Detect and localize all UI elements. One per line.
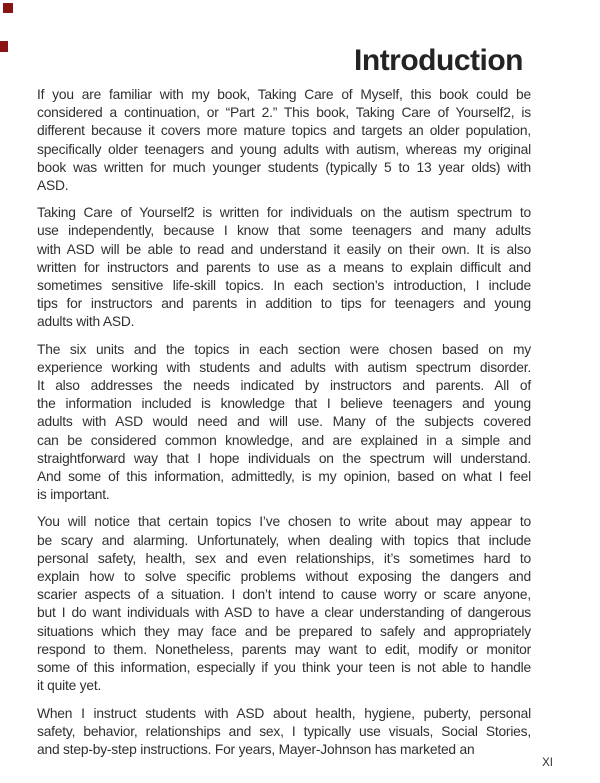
text-line: straightforward way that I hope individuals on the spectrum will understand. <box>37 450 531 466</box>
text-line: considered a continuation, or “Part 2.” This book, Taking Care of Yourself2, is <box>37 105 531 121</box>
text-line: You will notice that certain topics I’ve chosen to write about may appear to <box>37 514 531 530</box>
text-line: the information included is knowledge that I believe teenagers and young <box>37 396 531 412</box>
text-line: experience working with students and adults with autism spectrum disorder. <box>37 359 531 375</box>
text-line: book was written for much younger students (typically 5 to 13 year olds) with <box>37 159 531 175</box>
text-line: ASD. <box>37 178 69 194</box>
text-line: And some of this information, admittedly, is my opinion, based on what I feel <box>37 469 531 485</box>
text-line: some of this information, especially if you think your teen is not able to handle <box>37 660 531 676</box>
text-line: personal safety, health, sex and even relationships, it’s sometimes hard to <box>37 550 531 566</box>
text-line: adults with ASD. <box>37 314 135 330</box>
text-line: safety, behavior, relationships and sex, I typically use visuals, Social Stories, <box>37 723 531 739</box>
text-line: is important. <box>37 487 110 503</box>
text-line: different because it covers more mature topics and targets an older population, <box>37 123 531 139</box>
text-line: with ASD will be able to read and understand it easily on their own. It is also <box>37 241 531 257</box>
page-number: XI <box>542 757 553 769</box>
text-line: It also addresses the needs indicated by instructors and parents. All of <box>37 378 531 394</box>
text-line: If you are familiar with my book, Taking Care of Myself, this book could be <box>37 87 531 102</box>
text-line: tips for instructors and parents in addition to tips for teenagers and young <box>37 296 531 312</box>
text-line: can be considered common knowledge, and are explained in a simple and <box>37 432 531 448</box>
text-line: be scary and alarming. Unfortunately, when dealing with topics that include <box>37 532 531 548</box>
text-line: situations which they may face and be prepared to safely and appropriately <box>37 623 531 639</box>
text-line: but I do want individuals with ASD to have a clear understanding of dangerous <box>37 605 531 621</box>
page-title: Introduction <box>354 44 523 77</box>
text-line: explain how to solve specific problems without exposing the dangers and <box>37 569 531 585</box>
red-speckle-edge <box>0 41 8 52</box>
text-line: When I instruct students with ASD about health, hygiene, puberty, personal <box>37 705 531 721</box>
text-line: Taking Care of Yourself2 is written for individuals on the autism spectrum to <box>37 205 531 221</box>
text-line: and step-by-step instructions. For years, Mayer-Johnson has marketed an <box>37 741 475 757</box>
red-speckle-corner <box>3 3 13 13</box>
paragraph <box>37 705 531 760</box>
text-line: The six units and the topics in each section were chosen based on my <box>37 341 531 357</box>
text-line: sometimes sensitive life-skill topics. In each section’s introduction, I include <box>37 278 531 294</box>
text-line: written for instructors and parents to use as a means to explain difficult and <box>37 259 531 275</box>
paragraph <box>37 341 531 505</box>
paragraph <box>37 86 531 195</box>
paragraph <box>37 204 531 331</box>
text-line: it quite yet. <box>37 678 102 694</box>
text-line: scarier aspects of a situation. I don’t intend to cause worry or scare anyone, <box>37 587 531 603</box>
text-line: use independently, because I know that some teenagers and many adults <box>37 223 531 239</box>
text-line: respond to them. Nonetheless, parents may want to edit, modify or monitor <box>37 641 531 657</box>
text-line: specifically older teenagers and young adults with autism, whereas my original <box>37 141 531 157</box>
paragraph <box>37 513 531 695</box>
text-line: adults with ASD would need and will use. Many of the subjects covered <box>37 414 531 430</box>
body-text <box>37 86 531 768</box>
